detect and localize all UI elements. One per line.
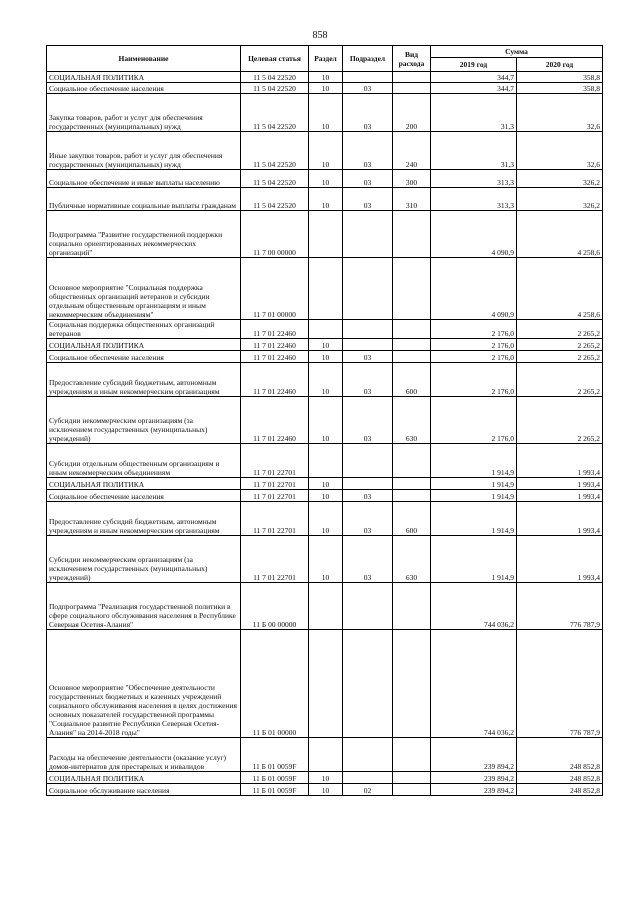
row-subsection: 03: [343, 363, 393, 397]
table-row: [47, 630, 603, 738]
row-name: Расходы на обеспечение деятельности (оказание услуг) домов-интернатов для престарелых и инвалидов: [47, 738, 241, 772]
table-row: [47, 83, 603, 94]
table-row: [47, 351, 603, 363]
row-subsection: [343, 772, 393, 784]
row-sum-2020: 248 852,8: [517, 738, 603, 772]
row-sum-2019: 1 914,9: [431, 444, 517, 478]
row-sum-2019: 1 914,9: [431, 536, 517, 583]
row-subsection: [343, 583, 393, 630]
row-name: СОЦИАЛЬНАЯ ПОЛИТИКА: [47, 478, 241, 490]
row-target-code: 11 5 04 22520: [241, 72, 309, 83]
table-row: [47, 320, 603, 339]
row-sum-2020: 2 265,2: [517, 363, 603, 397]
row-name: Субсидии некоммерческим организациям (за исключением государственных (муниципальных) учреждений): [47, 536, 241, 583]
row-name: Субсидии некоммерческим организациям (за исключением государственных (муниципальных) учреждений): [47, 397, 241, 444]
budget-table: [46, 45, 603, 796]
row-target-code: 11 Б 01 0059F: [241, 738, 309, 772]
row-section: 10: [309, 132, 343, 170]
row-sum-2019: 2 176,0: [431, 339, 517, 351]
row-expense-type: [393, 630, 431, 738]
row-expense-type: [393, 738, 431, 772]
row-target-code: 11 7 01 22460: [241, 320, 309, 339]
row-section: 10: [309, 83, 343, 94]
row-section: [309, 211, 343, 258]
row-expense-type: [393, 784, 431, 796]
row-target-code: 11 7 01 22460: [241, 397, 309, 444]
row-section: 10: [309, 72, 343, 83]
row-expense-type: 310: [393, 188, 431, 211]
row-sum-2019: 4 090,9: [431, 258, 517, 320]
row-name: Подпрограмма "Реализация государственной политики в сфере социального обслуживания населения в Республике Северная Осетия-Алания": [47, 583, 241, 630]
row-sum-2019: 2 176,0: [431, 351, 517, 363]
row-subsection: 02: [343, 784, 393, 796]
table-row: [47, 478, 603, 490]
row-sum-2020: 248 852,8: [517, 772, 603, 784]
row-name: СОЦИАЛЬНАЯ ПОЛИТИКА: [47, 72, 241, 83]
row-sum-2020: 358,8: [517, 72, 603, 83]
table-row: [47, 363, 603, 397]
row-expense-type: [393, 320, 431, 339]
row-subsection: [343, 72, 393, 83]
row-sum-2019: 1 914,9: [431, 502, 517, 536]
row-sum-2019: 2 176,0: [431, 320, 517, 339]
row-section: 10: [309, 363, 343, 397]
header-expense-type: Вид расхода: [393, 46, 431, 72]
row-expense-type: 600: [393, 502, 431, 536]
row-name: СОЦИАЛЬНАЯ ПОЛИТИКА: [47, 339, 241, 351]
row-target-code: 11 7 01 22701: [241, 444, 309, 478]
row-sum-2020: 32,6: [517, 132, 603, 170]
row-target-code: 11 7 00 00000: [241, 211, 309, 258]
row-sum-2020: 4 258,6: [517, 258, 603, 320]
table-row: [47, 211, 603, 258]
row-expense-type: [393, 583, 431, 630]
row-sum-2020: 1 993,4: [517, 536, 603, 583]
row-name: Социальное обслуживание населения: [47, 784, 241, 796]
header-name: Наименование: [47, 46, 241, 72]
row-target-code: 11 Б 01 00000: [241, 630, 309, 738]
row-sum-2020: 1 993,4: [517, 490, 603, 502]
row-sum-2020: 248 852,8: [517, 784, 603, 796]
row-expense-type: [393, 339, 431, 351]
row-section: 10: [309, 772, 343, 784]
table-row: [47, 339, 603, 351]
row-sum-2019: 239 894,2: [431, 784, 517, 796]
header-year-2020: 2020 год: [517, 58, 603, 72]
row-section: [309, 444, 343, 478]
row-expense-type: [393, 83, 431, 94]
row-target-code: 11 Б 01 0059F: [241, 772, 309, 784]
row-section: 10: [309, 170, 343, 188]
row-name: Социальное обеспечение и иные выплаты населению: [47, 170, 241, 188]
row-target-code: 11 7 01 22701: [241, 502, 309, 536]
row-section: 10: [309, 397, 343, 444]
table-row: [47, 502, 603, 536]
table-row: [47, 170, 603, 188]
header-sum: Сумма: [431, 46, 603, 58]
row-expense-type: 300: [393, 170, 431, 188]
row-sum-2019: 1 914,9: [431, 490, 517, 502]
row-name: Субсидии отдельным общественным организациям и иным некоммерческим объединениям: [47, 444, 241, 478]
row-section: 10: [309, 188, 343, 211]
row-expense-type: [393, 351, 431, 363]
row-expense-type: 240: [393, 132, 431, 170]
row-sum-2020: 776 787,9: [517, 630, 603, 738]
row-expense-type: [393, 211, 431, 258]
table-row: [47, 583, 603, 630]
row-sum-2019: 344,7: [431, 83, 517, 94]
table-row: [47, 188, 603, 211]
row-section: [309, 320, 343, 339]
header-year-2019: 2019 год: [431, 58, 517, 72]
row-sum-2020: 4 258,6: [517, 211, 603, 258]
row-target-code: 11 7 01 22701: [241, 536, 309, 583]
table-row: [47, 772, 603, 784]
row-target-code: 11 5 04 22520: [241, 188, 309, 211]
row-expense-type: [393, 444, 431, 478]
table-row: [47, 490, 603, 502]
row-sum-2019: 2 176,0: [431, 363, 517, 397]
row-subsection: 03: [343, 490, 393, 502]
row-expense-type: 200: [393, 94, 431, 132]
row-sum-2020: 2 265,2: [517, 397, 603, 444]
row-subsection: [343, 630, 393, 738]
row-section: 10: [309, 94, 343, 132]
table-row: [47, 132, 603, 170]
row-subsection: [343, 444, 393, 478]
row-sum-2020: 326,2: [517, 170, 603, 188]
table-row: [47, 258, 603, 320]
row-sum-2020: 776 787,9: [517, 583, 603, 630]
row-name: Публичные нормативные социальные выплаты гражданам: [47, 188, 241, 211]
row-section: 10: [309, 339, 343, 351]
row-name: Основное мероприятие "Обеспечение деятельности государственных бюджетных и казенных учреждений социального обслуживания населения в целях достижения основных показателей государственной программы "Социальное развитие Республики Северная Осетия-Алания" на 2014-2018 годы": [47, 630, 241, 738]
row-sum-2020: 2 265,2: [517, 351, 603, 363]
row-subsection: [343, 320, 393, 339]
row-name: Закупка товаров, работ и услуг для обеспечения государственных (муниципальных) нужд: [47, 94, 241, 132]
row-name: Предоставление субсидий бюджетным, автономным учреждениям и иным некоммерческим организациям: [47, 363, 241, 397]
row-subsection: 03: [343, 188, 393, 211]
row-target-code: 11 5 04 22520: [241, 170, 309, 188]
row-sum-2019: 4 090,9: [431, 211, 517, 258]
row-sum-2020: 32,6: [517, 94, 603, 132]
row-sum-2019: 744 036,2: [431, 583, 517, 630]
row-subsection: 03: [343, 170, 393, 188]
table-row: [47, 72, 603, 83]
row-subsection: [343, 339, 393, 351]
row-target-code: 11 Б 01 0059F: [241, 784, 309, 796]
row-target-code: 11 7 01 00000: [241, 258, 309, 320]
row-sum-2019: 239 894,2: [431, 772, 517, 784]
row-section: 10: [309, 490, 343, 502]
row-name: Иные закупки товаров, работ и услуг для обеспечения государственных (муниципальных) нужд: [47, 132, 241, 170]
row-section: [309, 630, 343, 738]
row-target-code: 11 5 04 22520: [241, 83, 309, 94]
row-expense-type: 600: [393, 363, 431, 397]
table-row: [47, 397, 603, 444]
row-expense-type: [393, 490, 431, 502]
row-target-code: 11 7 01 22701: [241, 478, 309, 490]
row-subsection: 03: [343, 502, 393, 536]
row-sum-2020: 1 993,4: [517, 444, 603, 478]
table-row: [47, 444, 603, 478]
row-target-code: 11 7 01 22460: [241, 339, 309, 351]
row-expense-type: [393, 478, 431, 490]
row-expense-type: [393, 72, 431, 83]
row-target-code: 11 5 04 22520: [241, 132, 309, 170]
row-subsection: 03: [343, 94, 393, 132]
row-subsection: 03: [343, 536, 393, 583]
row-sum-2019: 2 176,0: [431, 397, 517, 444]
row-section: [309, 583, 343, 630]
row-subsection: 03: [343, 83, 393, 94]
row-expense-type: [393, 772, 431, 784]
row-section: 10: [309, 502, 343, 536]
row-section: 10: [309, 536, 343, 583]
table-row: [47, 536, 603, 583]
row-sum-2019: 313,3: [431, 170, 517, 188]
row-section: 10: [309, 478, 343, 490]
row-sum-2020: 1 993,4: [517, 502, 603, 536]
row-target-code: 11 7 01 22460: [241, 363, 309, 397]
row-section: [309, 258, 343, 320]
header-target-code: Целевая статья: [241, 46, 309, 72]
row-name: Социальная поддержка общественных организаций ветеранов: [47, 320, 241, 339]
row-sum-2020: 358,8: [517, 83, 603, 94]
row-name: Подпрограмма "Развитие государственной поддержки социально ориентированных некоммерческих организаций": [47, 211, 241, 258]
row-name: Основное мероприятие "Социальная поддержка общественных организаций ветеранов и субсидии отдельным общественным организациям и иным некоммерческим объединениям": [47, 258, 241, 320]
row-target-code: 11 5 04 22520: [241, 94, 309, 132]
row-expense-type: [393, 258, 431, 320]
row-subsection: 03: [343, 351, 393, 363]
table-row: [47, 784, 603, 796]
row-sum-2020: 2 265,2: [517, 320, 603, 339]
row-section: 10: [309, 784, 343, 796]
row-section: [309, 738, 343, 772]
header-subsection: Подраздел: [343, 46, 393, 72]
page-number: 858: [312, 30, 328, 41]
row-sum-2019: 31,3: [431, 132, 517, 170]
row-sum-2019: 313,3: [431, 188, 517, 211]
table-row: [47, 94, 603, 132]
row-sum-2020: 2 265,2: [517, 339, 603, 351]
row-name: Социальное обеспечение населения: [47, 83, 241, 94]
table-body: [47, 72, 603, 796]
row-section: 10: [309, 351, 343, 363]
row-sum-2019: 239 894,2: [431, 738, 517, 772]
row-subsection: [343, 211, 393, 258]
row-expense-type: 630: [393, 397, 431, 444]
row-name: СОЦИАЛЬНАЯ ПОЛИТИКА: [47, 772, 241, 784]
row-target-code: 11 7 01 22460: [241, 351, 309, 363]
row-sum-2020: 326,2: [517, 188, 603, 211]
row-name: Предоставление субсидий бюджетным, автономным учреждениям и иным некоммерческим организациям: [47, 502, 241, 536]
table-row: [47, 738, 603, 772]
row-sum-2020: 1 993,4: [517, 478, 603, 490]
row-name: Социальное обеспечение населения: [47, 490, 241, 502]
row-sum-2019: 344,7: [431, 72, 517, 83]
header-section: Раздел: [309, 46, 343, 72]
row-subsection: [343, 478, 393, 490]
row-sum-2019: 1 914,9: [431, 478, 517, 490]
row-sum-2019: 744 036,2: [431, 630, 517, 738]
row-sum-2019: 31,3: [431, 94, 517, 132]
row-target-code: 11 7 01 22701: [241, 490, 309, 502]
row-name: Социальное обеспечение населения: [47, 351, 241, 363]
row-expense-type: 630: [393, 536, 431, 583]
row-subsection: 03: [343, 397, 393, 444]
row-subsection: 03: [343, 132, 393, 170]
row-subsection: [343, 738, 393, 772]
row-subsection: [343, 258, 393, 320]
row-target-code: 11 Б 00 00000: [241, 583, 309, 630]
